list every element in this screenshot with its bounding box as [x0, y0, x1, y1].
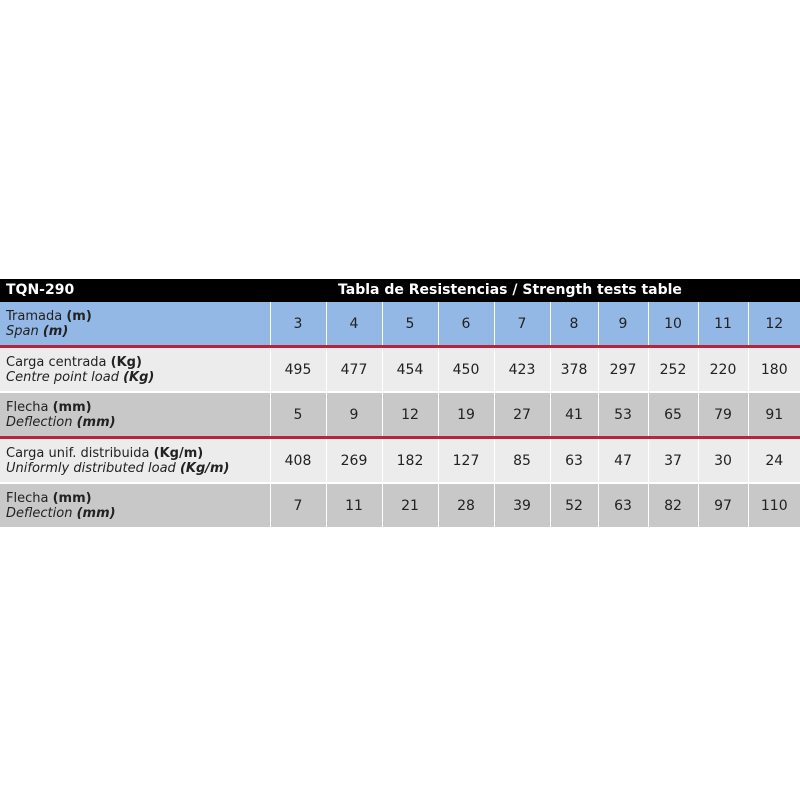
label-en: Span: [6, 323, 39, 339]
unit-en: (m): [42, 323, 69, 339]
table-cell: 10: [648, 302, 698, 345]
table-title-bar: [0, 279, 800, 302]
table-row: [0, 484, 800, 527]
table-cell: 7: [270, 484, 326, 527]
row-label: [0, 484, 270, 527]
unit-es: (mm): [52, 490, 92, 506]
table-row: [0, 302, 800, 345]
table-cell: 5: [382, 302, 438, 345]
table-cell: 9: [598, 302, 648, 345]
table-cell: 85: [494, 439, 550, 482]
unit-es: (Kg/m): [153, 445, 204, 461]
unit-en: (Kg/m): [179, 460, 230, 476]
label-es: Carga unif. distribuida: [6, 445, 150, 461]
table-cell: 63: [598, 484, 648, 527]
table-cell: 82: [648, 484, 698, 527]
table-cell: 12: [382, 393, 438, 436]
table-cell: 9: [326, 393, 382, 436]
table-cell: 28: [438, 484, 494, 527]
label-en: Deflection: [6, 505, 73, 521]
unit-es: (m): [66, 308, 92, 324]
table-cell: 495: [270, 348, 326, 391]
table-cell: 6: [438, 302, 494, 345]
unit-es: (mm): [52, 399, 92, 415]
unit-en: (mm): [76, 505, 116, 521]
label-en: Uniformly distributed load: [6, 460, 176, 476]
table-cell: 91: [748, 393, 800, 436]
label-en: Centre point load: [6, 369, 119, 385]
table-cell: 127: [438, 439, 494, 482]
table-cell: 378: [550, 348, 598, 391]
table-cell: 79: [698, 393, 748, 436]
table-cell: 11: [698, 302, 748, 345]
table-cell: 30: [698, 439, 748, 482]
table-cell: 63: [550, 439, 598, 482]
table-cell: 269: [326, 439, 382, 482]
table-cell: 182: [382, 439, 438, 482]
model-code: TQN-290: [6, 282, 75, 298]
label-en: Deflection: [6, 414, 73, 430]
table-cell: 12: [748, 302, 800, 345]
table-cell: 5: [270, 393, 326, 436]
unit-en: (Kg): [123, 369, 155, 385]
table-row: [0, 348, 800, 391]
strength-table: [0, 279, 800, 527]
table-cell: 454: [382, 348, 438, 391]
table-cell: 47: [598, 439, 648, 482]
row-label: [0, 302, 270, 345]
table-cell: 450: [438, 348, 494, 391]
unit-es: (Kg): [110, 354, 142, 370]
table-cell: 53: [598, 393, 648, 436]
label-es: Carga centrada: [6, 354, 107, 370]
table-cell: 297: [598, 348, 648, 391]
table-cell: 477: [326, 348, 382, 391]
table-cell: 41: [550, 393, 598, 436]
table-cell: 65: [648, 393, 698, 436]
row-label: [0, 439, 270, 482]
label-es: Tramada: [6, 308, 63, 324]
table-cell: 110: [748, 484, 800, 527]
table-cell: 220: [698, 348, 748, 391]
table-title: Tabla de Resistencias / Strength tests table: [338, 282, 682, 298]
table-cell: 3: [270, 302, 326, 345]
table-cell: 252: [648, 348, 698, 391]
table-cell: 27: [494, 393, 550, 436]
table-cell: 408: [270, 439, 326, 482]
strength-grid: [0, 302, 800, 527]
label-es: Flecha: [6, 490, 49, 506]
table-cell: 180: [748, 348, 800, 391]
row-label: [0, 393, 270, 436]
table-cell: 21: [382, 484, 438, 527]
table-cell: 8: [550, 302, 598, 345]
row-label: [0, 348, 270, 391]
table-cell: 423: [494, 348, 550, 391]
table-cell: 37: [648, 439, 698, 482]
table-cell: 7: [494, 302, 550, 345]
table-cell: 11: [326, 484, 382, 527]
label-es: Flecha: [6, 399, 49, 415]
table-row: [0, 439, 800, 482]
table-cell: 19: [438, 393, 494, 436]
table-cell: 4: [326, 302, 382, 345]
table-cell: 52: [550, 484, 598, 527]
table-cell: 24: [748, 439, 800, 482]
table-cell: 97: [698, 484, 748, 527]
table-row: [0, 393, 800, 436]
unit-en: (mm): [76, 414, 116, 430]
table-cell: 39: [494, 484, 550, 527]
